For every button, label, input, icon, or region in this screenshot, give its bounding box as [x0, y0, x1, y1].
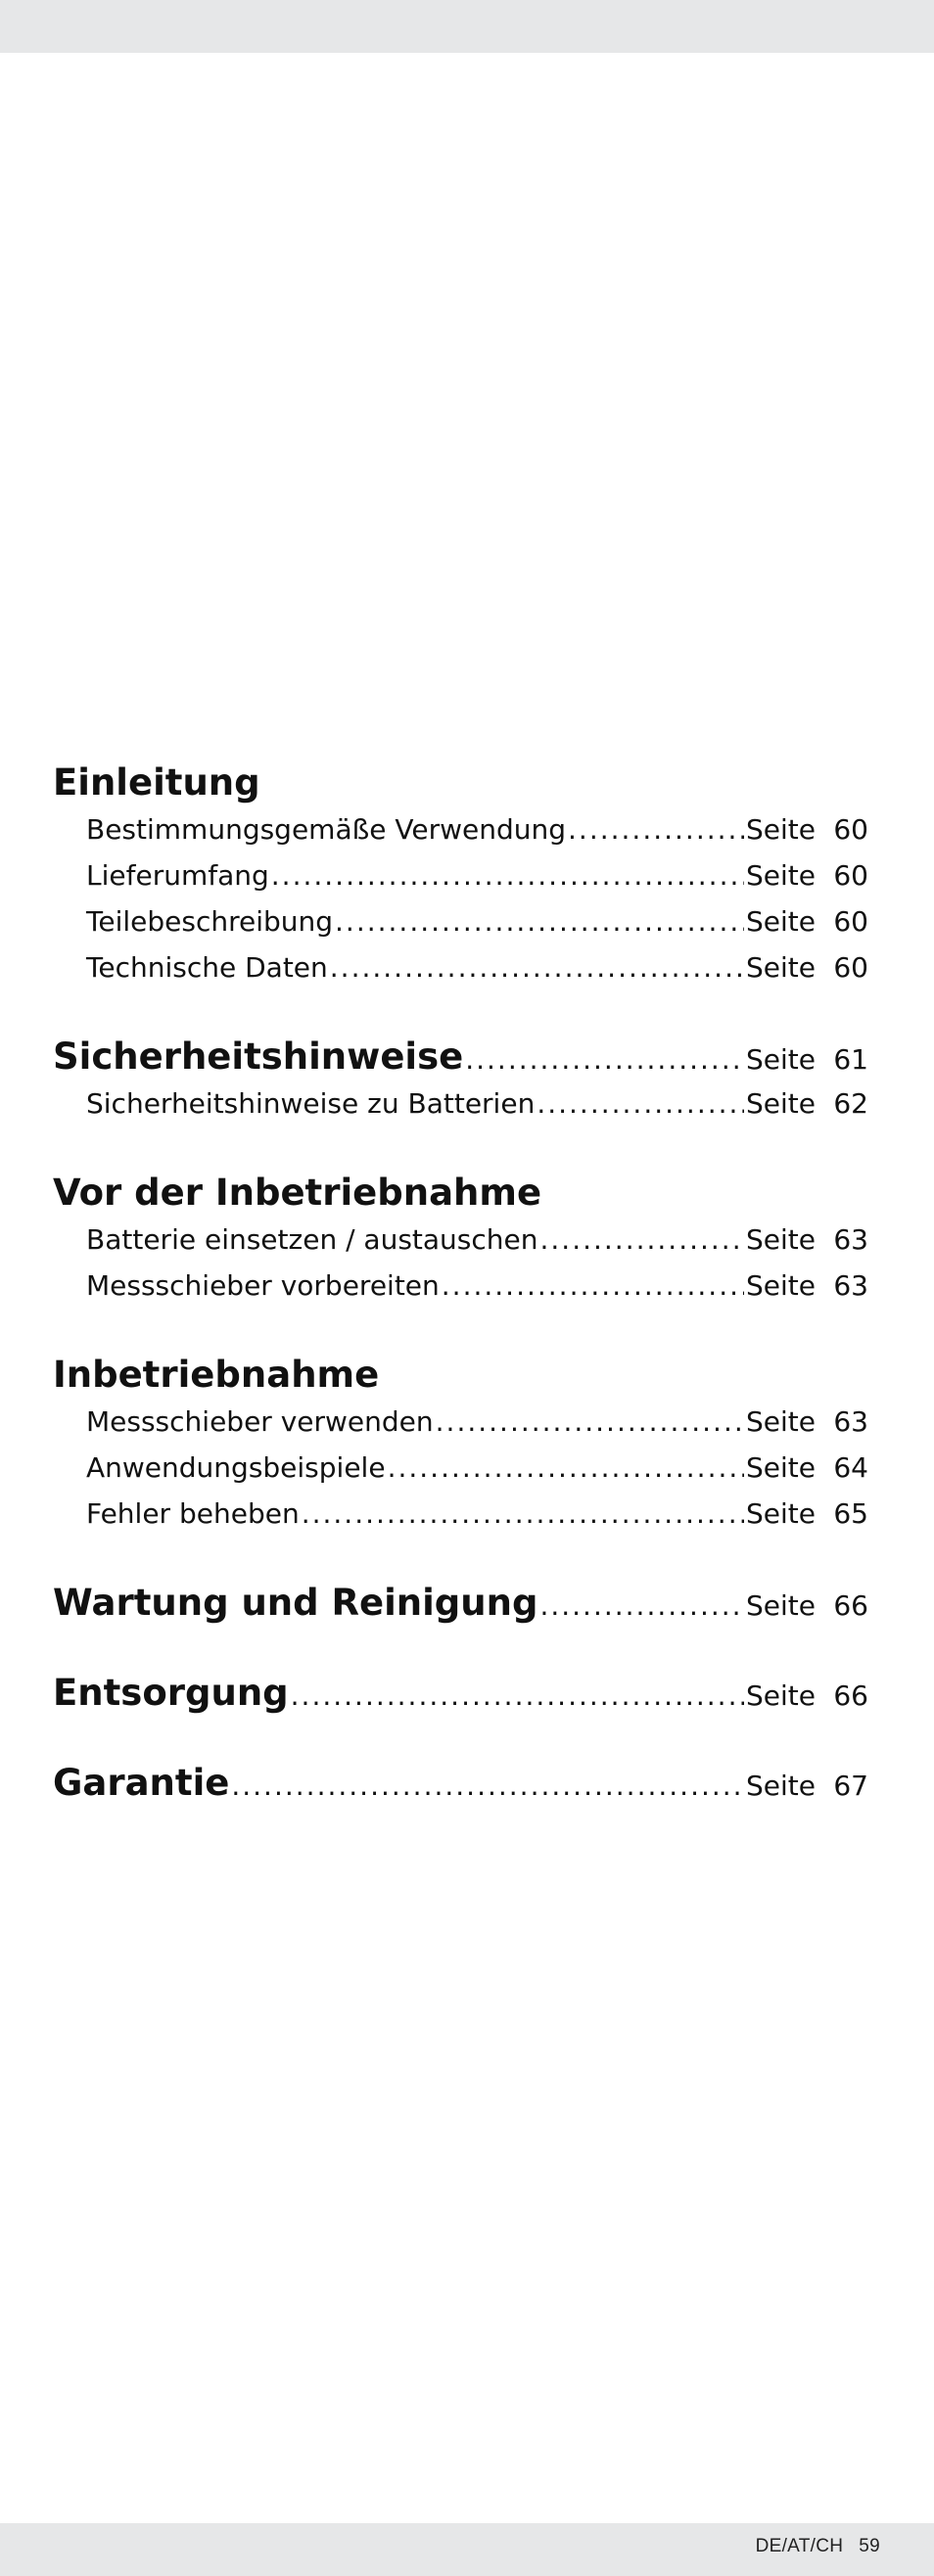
toc-seite-label: Seite — [746, 1043, 816, 1076]
spacer — [53, 990, 868, 1034]
toc-heading-label: Entsorgung — [53, 1672, 289, 1714]
toc-entry-label: Teilebeschreibung — [86, 905, 334, 938]
toc-seite-label: Seite — [746, 905, 816, 938]
toc-page-number: 62 — [833, 1087, 868, 1120]
leader-dots — [442, 1263, 744, 1309]
toc-page-number: 66 — [833, 1589, 868, 1622]
toc-heading-inbetriebnahme[interactable] — [53, 1352, 868, 1399]
toc-seite-label: Seite — [746, 1770, 816, 1802]
toc-entry-label: Lieferumfang — [86, 859, 269, 892]
toc-entry-label: Anwendungsbeispiele — [86, 1451, 386, 1484]
toc-seite-label: Seite — [746, 813, 816, 846]
toc-page-number: 67 — [833, 1770, 868, 1802]
toc-page-number: 61 — [833, 1043, 868, 1076]
leader-dots — [539, 1583, 744, 1630]
toc-entry[interactable] — [53, 1217, 868, 1263]
spacer — [53, 1717, 868, 1760]
toc-page-number: 64 — [833, 1451, 868, 1484]
footer-page-number: 59 — [859, 2536, 880, 2556]
toc-entry-label: Bestimmungsgemäße Verwendung — [86, 813, 567, 846]
toc-page-number: 63 — [833, 1223, 868, 1256]
toc-heading-vor-der-inbetriebnahme[interactable] — [53, 1170, 868, 1217]
toc-page-number: 60 — [833, 951, 868, 984]
toc-page-number: 60 — [833, 905, 868, 938]
spacer — [53, 1309, 868, 1352]
toc-heading-wartung-und-reinigung[interactable] — [53, 1580, 868, 1627]
table-of-contents — [53, 759, 868, 1807]
toc-heading-einleitung[interactable] — [53, 759, 868, 806]
toc-seite-label: Seite — [746, 1405, 816, 1438]
leader-dots — [540, 1217, 745, 1263]
toc-entry[interactable] — [53, 1491, 868, 1537]
toc-heading-garantie[interactable] — [53, 1760, 868, 1807]
toc-entry[interactable] — [53, 1445, 868, 1491]
toc-seite-label: Seite — [746, 951, 816, 984]
toc-heading-sicherheitshinweise[interactable] — [53, 1034, 868, 1081]
toc-entry[interactable] — [53, 1399, 868, 1445]
toc-seite-label: Seite — [746, 1497, 816, 1530]
toc-page-number: 63 — [833, 1405, 868, 1438]
toc-entry[interactable] — [53, 852, 868, 898]
leader-dots — [335, 898, 744, 944]
toc-seite-label: Seite — [746, 859, 816, 892]
toc-entry-label: Messschieber verwenden — [86, 1405, 434, 1438]
leader-dots — [231, 1763, 744, 1810]
spacer — [53, 1127, 868, 1170]
leader-dots — [537, 1081, 744, 1127]
top-band — [0, 0, 934, 53]
toc-entry[interactable] — [53, 944, 868, 990]
toc-entry-label: Technische Daten — [86, 951, 328, 984]
toc-heading-label: Inbetriebnahme — [53, 1354, 380, 1396]
toc-seite-label: Seite — [746, 1087, 816, 1120]
leader-dots — [302, 1491, 744, 1537]
toc-page-number: 66 — [833, 1679, 868, 1712]
toc-entry[interactable] — [53, 1081, 868, 1127]
toc-entry-label: Fehler beheben — [86, 1497, 300, 1530]
toc-seite-label: Seite — [746, 1589, 816, 1622]
leader-dots — [436, 1399, 744, 1445]
toc-entry-label: Messschieber vorbereiten — [86, 1269, 440, 1302]
toc-page-number: 65 — [833, 1497, 868, 1530]
toc-seite-label: Seite — [746, 1223, 816, 1256]
leader-dots — [568, 806, 744, 852]
toc-heading-entsorgung[interactable] — [53, 1670, 868, 1717]
toc-entry[interactable] — [53, 1263, 868, 1309]
leader-dots — [271, 852, 744, 898]
leader-dots — [330, 944, 744, 990]
leader-dots — [291, 1673, 744, 1720]
toc-entry-label: Sicherheitshinweise zu Batterien — [86, 1087, 536, 1120]
toc-heading-label: Sicherheitshinweise — [53, 1035, 464, 1078]
leader-dots — [388, 1445, 744, 1491]
footer-region: DE/AT/CH — [755, 2536, 844, 2556]
toc-heading-label: Garantie — [53, 1762, 230, 1804]
toc-heading-label: Einleitung — [53, 761, 260, 804]
toc-entry[interactable] — [53, 806, 868, 852]
toc-heading-label: Wartung und Reinigung — [53, 1582, 538, 1624]
footer-band — [0, 2523, 934, 2576]
spacer — [53, 1537, 868, 1580]
spacer — [53, 1627, 868, 1670]
leader-dots — [465, 1036, 744, 1083]
toc-heading-label: Vor der Inbetriebnahme — [53, 1172, 542, 1214]
toc-page-number: 60 — [833, 813, 868, 846]
toc-seite-label: Seite — [746, 1679, 816, 1712]
toc-page-number: 63 — [833, 1269, 868, 1302]
toc-entry-label: Batterie einsetzen / austauschen — [86, 1223, 538, 1256]
toc-seite-label: Seite — [746, 1269, 816, 1302]
toc-entry[interactable] — [53, 898, 868, 944]
footer — [756, 2536, 880, 2557]
toc-seite-label: Seite — [746, 1451, 816, 1484]
toc-page-number: 60 — [833, 859, 868, 892]
